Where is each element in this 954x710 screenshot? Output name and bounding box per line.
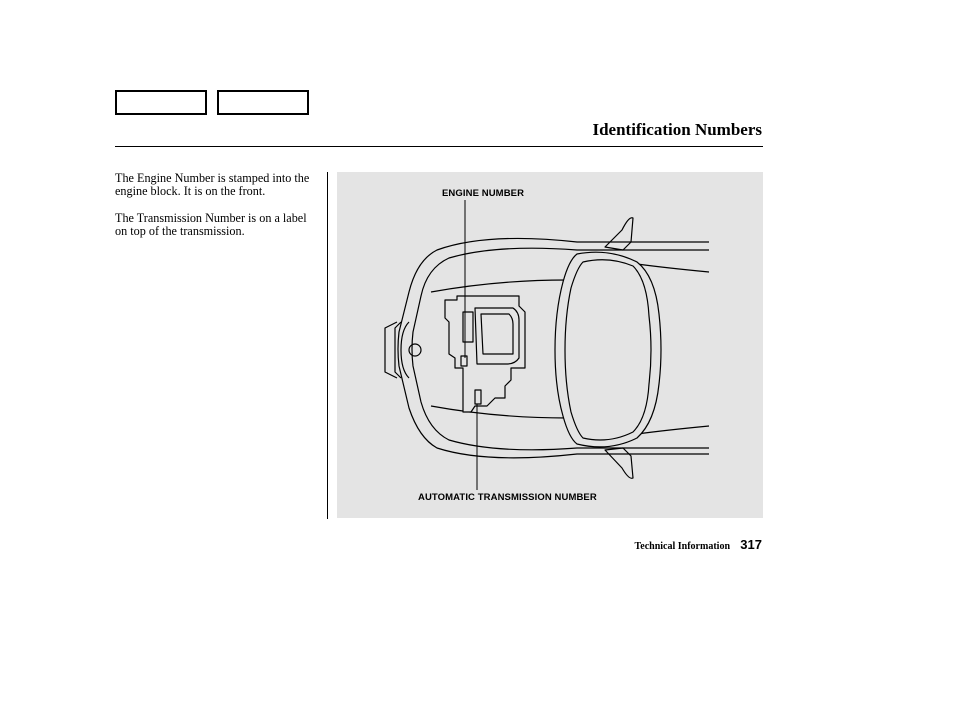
engine-number-label: ENGINE NUMBER (442, 188, 525, 199)
title-rule (115, 146, 763, 147)
column-divider (327, 172, 328, 519)
upper-mirror (605, 218, 633, 250)
transmission-number-label: AUTOMATIC TRANSMISSION NUMBER (418, 492, 597, 503)
engine-number-paragraph: The Engine Number is stamped into the engine block. It is on the front. (115, 171, 310, 198)
nav-tab-box[interactable] (115, 90, 207, 115)
windshield (555, 252, 661, 447)
lower-mirror (605, 448, 633, 478)
page-number: 317 (740, 537, 762, 552)
car-illustration (337, 172, 763, 518)
car-body-outline (398, 238, 709, 457)
nav-tab-box[interactable] (217, 90, 309, 115)
transmission-number-paragraph: The Transmission Number is on a label on top of the transmission. (115, 211, 307, 238)
footer-section-title: Technical Information (634, 541, 730, 552)
page-title: Identification Numbers (592, 120, 762, 139)
car-top-view-figure (337, 172, 763, 518)
